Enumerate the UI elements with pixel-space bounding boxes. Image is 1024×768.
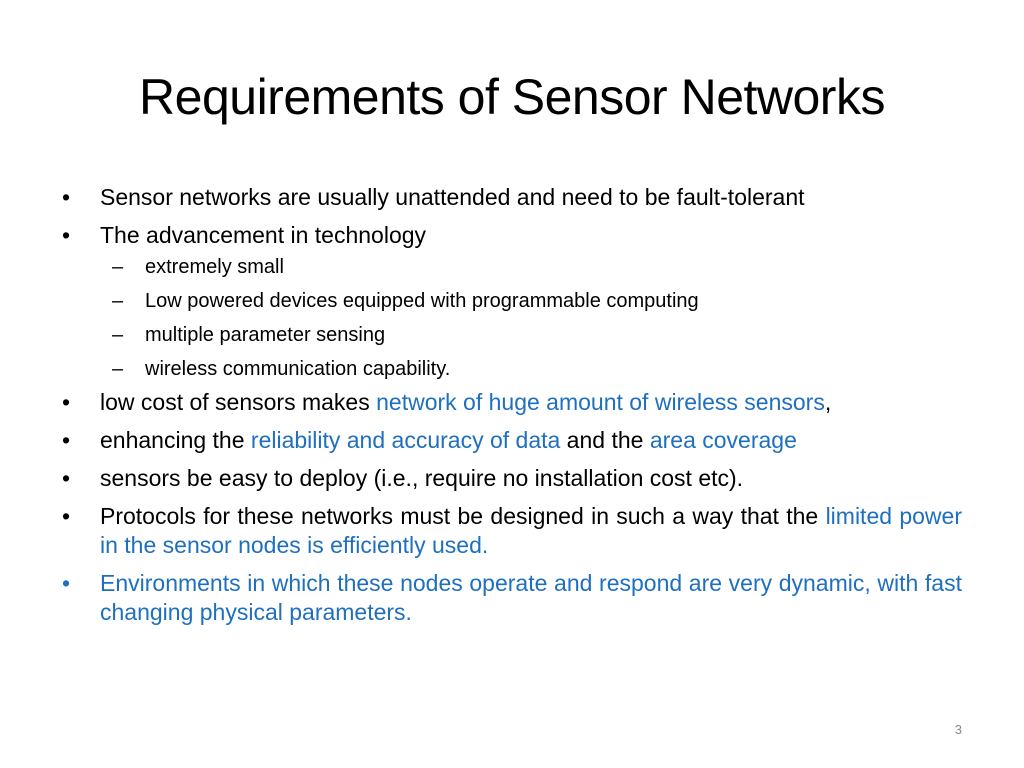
bullet-item <box>62 183 962 212</box>
sub-bullet-item <box>62 322 962 348</box>
dash-icon: – <box>112 358 124 380</box>
slide-body <box>62 183 962 636</box>
bullet-item <box>62 502 962 560</box>
page-number: 3 <box>954 722 962 737</box>
bullet-text: Environments in which these nodes operate and respond are very dynamic, with fast changing physical parameters. <box>100 570 962 625</box>
bullet-text: low cost of sensors makes <box>100 389 377 415</box>
sub-bullet-item <box>62 254 962 280</box>
bullet-highlight: reliability and accuracy of data <box>250 427 561 453</box>
bullet-icon: • <box>62 465 71 491</box>
bullet-highlight: limited power in the sensor nodes is efficiently used. <box>100 503 962 558</box>
bullet-highlight: area coverage <box>649 427 797 453</box>
sub-bullet-text: extremely small <box>145 256 284 278</box>
bullet-icon: • <box>62 389 71 415</box>
bullet-icon: • <box>62 222 71 248</box>
bullet-text: The advancement in technology <box>100 222 427 248</box>
sub-bullet-text: Low powered devices equipped with programmable computing <box>145 290 699 312</box>
sub-bullet-text: wireless communication capability. <box>145 358 451 380</box>
bullet-item <box>62 221 962 250</box>
bullet-item <box>62 464 962 493</box>
bullet-item <box>62 569 962 627</box>
bullet-text: Sensor networks are usually unattended and need to be fault-tolerant <box>100 184 805 210</box>
dash-icon: – <box>112 290 124 312</box>
bullet-text: Protocols for these networks must be designed in such a way that the <box>100 503 826 529</box>
sub-bullet-item <box>62 288 962 314</box>
bullet-text: sensors be easy to deploy (i.e., require no installation cost etc). <box>100 465 744 491</box>
bullet-icon: • <box>62 503 71 529</box>
bullet-icon: • <box>62 427 71 453</box>
bullet-item <box>62 426 962 455</box>
bullet-icon: • <box>62 184 71 210</box>
slide-title: Requirements of Sensor Networks <box>139 69 885 125</box>
bullet-item <box>62 388 962 417</box>
bullet-text: and the <box>560 427 650 453</box>
bullet-icon: • <box>62 570 71 596</box>
dash-icon: – <box>112 324 124 346</box>
bullet-text: , <box>824 389 832 415</box>
bullet-text: enhancing the <box>100 427 251 453</box>
dash-icon: – <box>112 256 124 278</box>
bullet-highlight: network of huge amount of wireless sensors <box>376 389 825 415</box>
sub-bullet-item <box>62 356 962 382</box>
sub-bullet-text: multiple parameter sensing <box>145 324 386 346</box>
